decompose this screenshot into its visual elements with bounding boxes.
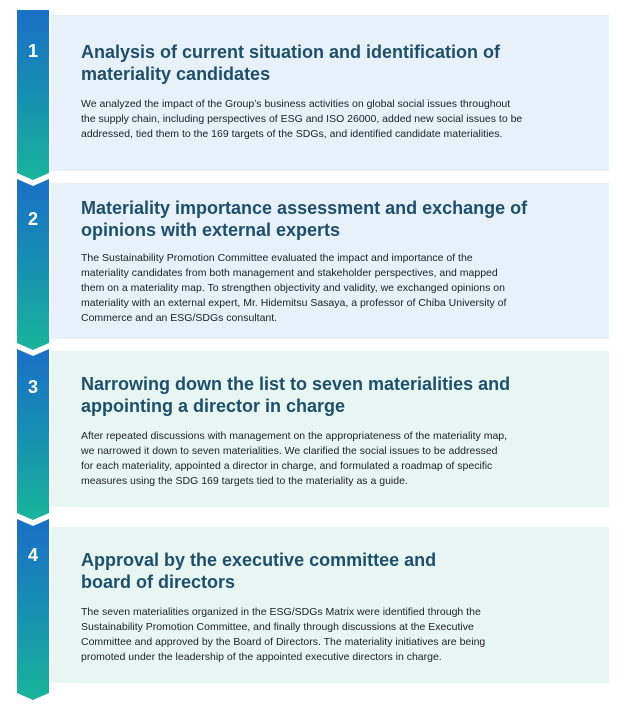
step-description-4-line: The seven materialities organized in the ESG/SDGs Matrix were identified through the [81,606,481,618]
step-title-2 [81,197,589,241]
step-description-2-line: materiality with an external expert, Mr. Hidemitsu Sasaya, a professor of Chiba University of [81,297,507,309]
step-description-4-line: Sustainability Promotion Committee, and finally through discussions at the Executive [81,621,474,633]
rail-segment-3 [17,349,49,520]
rail-segment-1 [17,10,49,180]
step-title-1-line-1: Analysis of current situation and identification of [81,42,501,62]
step-description-3 [81,429,589,489]
rail-segment-2 [17,179,49,350]
step-number-2: 2 [27,209,38,229]
step-title-4-line-2: board of directors [81,572,236,592]
step-title-1 [81,41,589,85]
step-title-1-line-2: materiality candidates [81,64,271,84]
step-title-3-line-2: appointing a director in charge [81,396,346,416]
step-title-3-line-1: Narrowing down the list to seven materialities and [81,374,511,394]
step-description-1-line: addressed, tied them to the 169 targets of the SDGs, and identified candidate materialities. [81,128,503,140]
step-description-2-line: The Sustainability Promotion Committee evaluated the impact and importance of the [81,252,473,264]
step-description-3-line: we narrowed it down to seven materialities. We clarified the social issues to be addressed [81,445,498,457]
step-description-3-line: for each materiality, appointed a director in charge, and formulated a roadmap of specific [81,460,493,472]
step-description-2-line: them on a materiality map. To strengthen objectivity and validity, we exchanged opinions on [81,282,505,294]
step-description-4-line: Committee and approved by the Board of Directors. The materiality initiatives are being [81,636,486,648]
step-title-2-line-1: Materiality importance assessment and exchange of [81,198,528,218]
step-description-2-line: Commerce and an ESG/SDGs consultant. [81,312,278,324]
step-number-4: 4 [27,545,38,565]
step-description-4-line: promoted under the leadership of the appointed executive directors in charge. [81,651,442,663]
step-description-3-line: After repeated discussions with management on the appropriateness of the materiality map, [81,430,508,442]
step-title-4-line-1: Approval by the executive committee and [81,550,437,570]
step-description-1 [81,97,589,142]
process-rail [17,10,49,700]
step-card-2 [51,183,609,339]
step-description-3-line: measures using the SDG 169 targets tied to the materiality as a guide. [81,475,408,487]
step-number-1: 1 [27,41,38,61]
step-number-3: 3 [27,377,38,397]
step-card-3 [51,351,609,507]
step-description-4 [81,605,589,665]
step-description-1-line: We analyzed the impact of the Group’s business activities on global social issues throughout [81,98,511,110]
step-card-4 [51,527,609,683]
process-rail-graphic [17,10,49,700]
step-title-4 [81,549,589,593]
step-description-2 [81,251,589,326]
step-title-2-line-2: opinions with external experts [81,220,341,240]
step-description-2-line: materiality candidates from both management and stakeholder perspectives, and mapped [81,267,498,279]
step-title-3 [81,373,589,417]
step-description-1-line: the supply chain, including perspectives of ESG and ISO 26000, added new social issues to be [81,113,523,125]
step-card-1 [51,15,609,171]
